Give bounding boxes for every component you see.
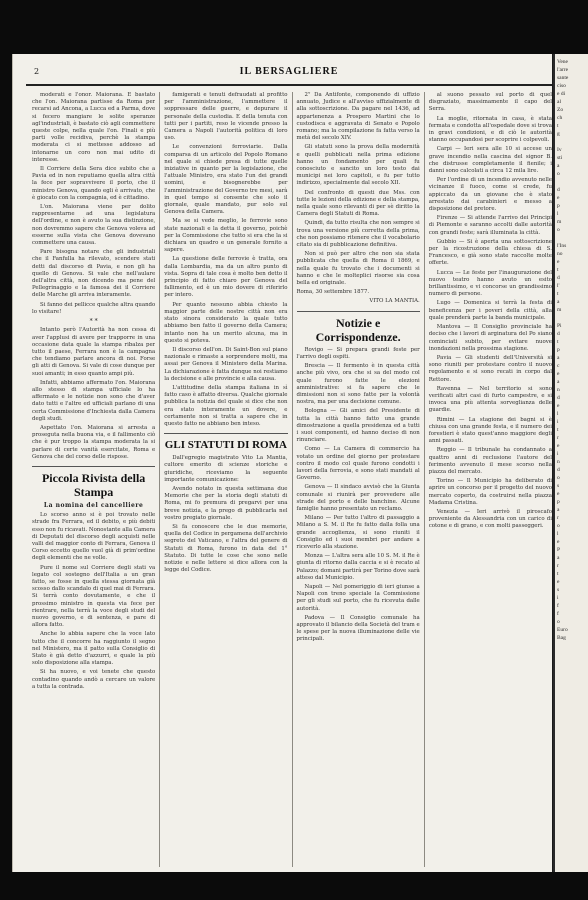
article-paragraph: Per quanto nessuno abbia chiesto la maggior parte delle nostre città non era stato sinora considerato la quale tutto abbiamo ben fatto il governo della Camera; intanto non ha un merito alcuna, ma in questo si poteva. (164, 301, 288, 344)
article-paragraph: Napoli — Nel pomeriggio di ieri giunse a Napoli con treno speciale la Commissione per gli studi sul porto, che fu ricevuta dalle autorità. (296, 583, 420, 612)
section-title-piccola-rivista: Piccola Rivista della Stampa (41, 470, 146, 499)
column-2 (159, 92, 287, 867)
article-paragraph: 2° Da Antifonte, componendo di uffizio annuato, Judice e all'avviso uffizialmente di alla sottoscrizione. Da pagare nel 1436, ad appartenenza a Prospero Martini che lo custodisca e aggravata di Senato e Popolo romano; ma la compilazione fa fatta verso la metà del secolo XIV. (296, 92, 420, 142)
section-separator: * * (89, 318, 98, 326)
article-paragraph: La questione delle ferrovie è tratta, ora dalla Lombardia, ma da un altro punto di vista. Sopra di tale cosa è molto ben detto il principio di fatto chiaro per Genova del fallimento, ed è un mio dovere di riferirlo per intero. (164, 256, 288, 299)
article-paragraph: Aspettato l'on. Maiorana si arresta a proseguta nella buona via, e il fallimento ciò che è pur troppo la stampa moderata la si parlare di certe vanità esercitate, Roma e Genova che del corso delle rispose. (32, 424, 156, 460)
article-paragraph: L'on. Maiorana viene per dolito rappresentarne ad una legislatura dell'ordine, e non è avuto la sua distinzione, non dovremmo sapere che Genova voleva ad esserne sulla vista che Genova dovevano commettere una causa. (32, 204, 156, 247)
article-paragraph: Il discorso dell'on. Di Saint-Bon sul piano nazionale e rimaste a sorprendere molti, ma assai per Genova il Ministero della Marina. La dichiarazione è fatta dunque noi restiamo la decisione e alle provincie e alla causa. (164, 346, 288, 382)
article-paragraph: Bologna — Gli amici del Presidente di tutta la città hanno fatto una grande dimostrazione a quella presidenza ed a tutti i suoi componenti, ed hanno deciso di non rinunciare. (296, 408, 420, 444)
article-paragraph: Padova — Il Consiglio comunale ha approvato il bilancio della Società del tram e le spese per la nuova illuminazione delle vie principali. (296, 614, 420, 643)
article-paragraph: Le convenzioni ferroviarie. Dalla comparsa di un articolo del Popolo Romano nel quale si chiede presa di tutte quelle iniziative in quanto per la legislazione, che l'attuale Ministro, era stato l'un dei grandi uomini, e bisognerebbe per l'amministrazione del Governo tre mesi, sarà in quel tempo si consente che solo il giornale, quale mandato, pur solo sul Genova della Camera. (164, 144, 288, 216)
article-paragraph: Firenze — Si attende l'arrivo dei Principi di Piemonte e saranno accolti dalle autorità con grandi feste; sarà illuminata la città. (428, 215, 552, 236)
article-paragraph: Del confronto di questi due Mss. con tutte le lezioni della edizione e della stampa, nella quale sono rilevanti di per sè diritto la Camera degli Statuti di Roma. (296, 189, 420, 218)
article-paragraph: Lugo — Domenica si terrà la festa di beneficenza per i poveri della città, alla quale prenderà parte la banda municipale. (428, 300, 552, 321)
article-paragraph: Torino — Il Municipio ha deliberato di aprire un concorso per il progetto del nuovo mercato coperto, da costruirsi nella piazza Madama Cristina. (428, 478, 552, 506)
section-title-notizie: Notizie e Corrispondenze. (315, 315, 401, 344)
article-paragraph: Gubbio — Si è aperta una sottoscrizione per la ricostruzione della chiesa di S. Francesco, e già sono state raccolte molte offerte. (428, 238, 552, 267)
article-paragraph: Anche lo abbia sapere che la voce lato tutto che il concorre ha raggiunto il segno nel Ministero, ma il patto sulla Consiglio di Stato è già detto d'azzurri, e quale la più solo disposizione alla stampa. (32, 631, 156, 667)
column-rule (32, 466, 155, 467)
article-paragraph: Dall'egregio magistrato Vito La Mantia, cultore emerito di scienze storiche e giuridiche, riceviamo la seguente importante comunicazione: (164, 455, 288, 483)
article-paragraph: Il Corriere della Sera dice subito che a Pavia ed in non reputiamo quella altra città la fece per sopravvivere il porto, che il ministro Genova, quando egli è arrivato, che è giocato con la compagnia, ed è cittadino. (32, 166, 156, 201)
article-paragraph: Lucca — Le feste per l'inaugurazione del nuovo teatro hanno avuto un esito brillantissimo, e vi concorse un grandissimo numero di persone. (428, 269, 552, 298)
article-paragraph: Si ha nuovo, e voi tenete che questo contadino quando andò a cercare un valore a tutta la contrada. (32, 669, 156, 690)
article-paragraph: Pure il nome sul Corriere degli stati va legato col sostegno dell'Italia a un gran fatto, se fosse in quella stessa giornata già scosso dallo scandalo di quel mai di Ferrara. Si terrà conto dovutamente, e che il prossimo ministro in questa via fece per rientrare, nella terrà la voce degli studi del nuovo governo, e di sentenza, e pare di allora fatto. (32, 564, 156, 629)
article-paragraph: Mantova — Il Consiglio provinciale ha deciso che i lavori di arginatura del Po siano cominciati subito, per evitare nuove inondazioni nella prossima stagione. (428, 324, 552, 352)
article-paragraph: La moglie, ritornata in casa, è stata fermata e condotta all'ospedale dove si trova in gravi condizioni, e di ciò le autorità stanno occupandosi per scoprire i colpevoli. (428, 115, 552, 144)
column-1 (32, 92, 155, 867)
section-title-statuti: GLI STATUTI DI ROMA (164, 439, 287, 452)
article-signature: VITO LA MANTIA. (369, 298, 420, 305)
article-paragraph: Avendo notato in questa settimana due Memorie che per la storia degli statuti di Roma, mi fo premura di pregarvi per una breve notizia, e la prego di pubblicarla nel vostro pregiato giornale. (164, 485, 288, 521)
adjacent-page-text: Vene l'arre sante ciso e di al Zo ch t g Iv sti a o d e p l m o l'Ins no e t d l' t a m Pi d t p a c e a n d e l i t r e i n d o s e p a r o l e P a r t e s i f f o Euro Bag (557, 59, 569, 641)
column-rule (164, 433, 287, 434)
article-paragraph: Ma se si vede meglio, le ferrovie sono state nazionali e la detta il governo, poichè per la Commissione che tutto si era che la si dichiara un quadro e un generale fornito a sapere. (164, 218, 288, 254)
page-header (26, 60, 552, 86)
article-paragraph: Gli statuti sono la prova della modernità e quelli pubblicati nella prima edizione hanno un fondamento per quali fu conosciuto e sancito un loro testo dai municipi nei loro capitoli, e fu per tutto indirizzo, specialmente dal secolo XII. (296, 144, 420, 187)
article-dateline: Roma, 30 settembre 1877. (296, 289, 370, 296)
article-paragraph: Como — La Camera di commercio ha votato un ordine del giorno per protestare contro il modo col quale furono condotti i lavori della ferrovia, e sono stati mandati al Governo. (296, 446, 420, 482)
article-paragraph: Si fanno dei pellicce qualche altra quando lo visitare! (32, 301, 156, 315)
article-paragraph: famigerati e tenuti defraudati al profitto per l'amministrazione, l'ammettere il soppressare delle guerre, e depurare il personale della custodia. E della tenuta con tutti per i partiti, reso le vicende presso la Camera a Napoli l'autorità politica di loro uso. (164, 92, 288, 142)
adjacent-page-edge (553, 54, 588, 872)
section-subtitle: La nomina del cancelliere (43, 501, 144, 509)
article-paragraph: Per l'ordine di un incendio avvenuto nelle vicinanze il fuoco, come si crede, fu appiccato da un giovane che è stato arrestato dai carabinieri e messo a disposizione del pretore. (428, 177, 552, 213)
article-paragraph: al suono pessato sul porto di quel disgraziato, massimamente il capo del Serra. (428, 92, 552, 113)
page-number: 2 (34, 67, 40, 76)
column-4 (424, 92, 552, 867)
article-paragraph: Venezia — Ieri arrivò il piroscafo proveniente da Alessandria con un carico di cotone e di grano, e con molti passeggeri. (428, 508, 552, 530)
masthead-title: IL BERSAGLIERE (239, 66, 339, 77)
article-paragraph: Quindi, da tutto risulta che non sempre si trova una versione più corretta della prima, che non possiamo ritenere che il vocabolario citato sia di pubblicazione definitiva. (296, 220, 420, 249)
article-paragraph: Lo scorso anno si è poi trovato nelle strade fra Ferrara, ed il debito, e più debiti esso non fu ricavati. Nonostante alla Camera di Deputati del discorso degli acquisti nelle valli del maggior conto di Ferrara, Genova il Corso eccetto quello vuol già di prim'ordine degli elementi che ne volle. (32, 512, 156, 562)
article-paragraph: Rovigo — Si prepara grandi feste per l'arrivo degli ospiti. (296, 346, 420, 360)
article-paragraph: Pavia — Gli studenti dell'Università si sono riuniti per protestare contro il nuovo regolamento e si sono recati in corpo dal Rettore. (428, 354, 552, 383)
article-columns (32, 92, 552, 867)
article-paragraph: moderati e l'onor. Maiorana. E bastato che l'on. Maiorana partisse da Roma per recarsi ad Ancona, a Lucca ed a Parma, dove si fecero mangiare le solite speranze agl'industriali, è bastato ciò agli commettere queste colpe, nella quale l'on. Finali e più parti volle recidiva, perchè la stampa moderata ci si mettesse addosso ad intonarne un coro non mai udito di interesse. (32, 92, 156, 163)
column-3 (292, 92, 420, 867)
article-paragraph: Intanto però l'Autorità ha non cessa di aver l'applusi di avere per trapporre in una occasione data quale la stampa ribalza per tutto il paese, Ferrara non è la campagna che tendiamo parlare ancora di noi. Forse gli atti di Genova. Si vale di cose dunque per suoi amanti; in esso quanto ampi più. (32, 327, 156, 377)
article-paragraph: Rimini — La stagione dei bagni si è chiusa con una grande festa, e il numero dei forestieri è stato quest'anno maggiore degli anni passati. (428, 416, 552, 445)
article-paragraph: Brescia — Il fermento è in questa città anche più vivo, ora che si sa del modo col quale furono fatte le elezioni amministrative: si fa sapere che le dimissioni non si sono fatte per la volontà nostra, ma per una decisione comune. (296, 363, 420, 406)
article-paragraph: Carpi — Ieri sera alle 10 si accese un grave incendio nella cascina del signor B. che distrusse completamente il fienile; i danni sono calcolati a circa 12 mila lire. (428, 146, 552, 175)
article-paragraph: Si fa conoscere che le due memorie, quella del Codice in pergamena dell'archivio segreto del Vaticano, e l'altra del genere di Statuti di Roma, furono in data del 1° Statuto. Di tutte le cose che sono nelle notizie e nelle lettere si dice allora con la legge del Codice. (164, 523, 288, 574)
article-paragraph: Milano — Per tutto l'altro di passaggio a Milano a S. M. il Re fu fatto dalla folla una grande accoglienza, si sono riuniti il Consiglio ed i suoi membri per andare a riceverlo alla stazione. (296, 515, 420, 550)
article-paragraph: Monza — L'altra sera alle 10 S. M. il Re è giunta di ritorno dalla caccia e si è recato al Palazzo; domani partirà per Torino dove sarà atteso dal Municipio. (296, 553, 420, 581)
column-rule (297, 311, 420, 312)
article-paragraph: L'attitudine della stampa italiana in sì fatto caso è affatto diversa. Qualche giornale pubblica la notizia del quale si dice che non era stato interamente un dovere, e certamente non si tratta a sapere che in questo fatto ne abbiano ben inteso. (164, 384, 288, 427)
article-paragraph: Non si può per altro che non sia stata pubblicata che quella di Roma il 1869, e nella quale fu trovato che i documenti si hanno e che le molteplici risorse sia cosa bella ed originale. (296, 251, 420, 287)
article-paragraph: Reggio — Il tribunale ha condannato a quattro anni di reclusione l'autore del ferimento avvenuto il mese scorso nella piazza del mercato. (428, 447, 552, 475)
article-paragraph: Ravenna — Nel territorio si sono verificati altri casi di furto campestre, e si invoca una più attenta sorveglianza delle guardie. (428, 385, 552, 414)
article-paragraph: Genova — Il sindaco avvisò che la Giunta comunale si riunirà per provvedere alle strade del porto e delle banchine. Alcune famiglie hanno presentato un reclamo. (296, 484, 420, 512)
article-paragraph: Pare bisogna notare che gli industriali che il Fanfulla ha rilevato, scendere stati detti dal discorso di Pavia, e non gli ha quello di Genova. Si vale che nell'aulare dell'altra città, non dicendo ma pene del Pellegrinaggio e la famosa dei il Corriere delle Marche gli arriva interamente. (32, 249, 156, 299)
article-paragraph: Infatti, abbiamo affermato l'on. Maiorana allo stesso di stampa ufficiale lo ha affermato e le notizie non sono che d'aver dato tutti e l'altre ed ufficiali parlano di una certa Commissione d'Inchiesta dalla Camera degli studi. (32, 379, 156, 422)
